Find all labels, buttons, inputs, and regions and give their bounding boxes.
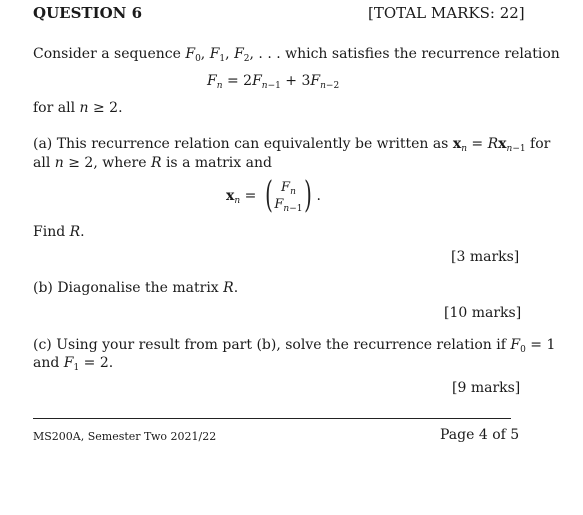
part-a-marks: [3 marks] — [451, 249, 520, 265]
footer-course: MS200A, Semester Two 2021/22 — [33, 430, 217, 443]
footer-page: Page 4 of 5 — [440, 427, 520, 443]
part-c-line1: (c) Using your result from part (b), solve the recurrence relation if $F_0 = 1$ — [33, 337, 556, 355]
part-a-line1: (a) This recurrence relation can equivalently be written as $x_n = Rx_{n-1}$ for — [33, 136, 551, 154]
vector-definition: $x_n$ = ( $F_n$ $F_{n-1}$ ) . — [226, 175, 321, 216]
recurrence-equation: $F_n = 2F_{n-1} + 3F_{n-2}$ — [207, 73, 340, 91]
part-b-marks: [10 marks] — [444, 305, 522, 321]
part-a-task: Find R. — [33, 224, 85, 240]
question-title: QUESTION 6 — [33, 4, 143, 22]
part-b-text: (b) Diagonalise the matrix R. — [33, 280, 239, 296]
footer-divider — [33, 418, 511, 419]
part-c-marks: [9 marks] — [452, 380, 521, 396]
part-c-line2: and $F_1 = 2$. — [33, 355, 114, 373]
condition-text: for all n ≥ 2. — [33, 100, 123, 116]
part-a-line2: all n ≥ 2, where R is a matrix and — [33, 155, 272, 171]
total-marks: [TOTAL MARKS: 22] — [368, 4, 525, 22]
column-vector: ( $F_n$ $F_{n-1}$ ) — [265, 175, 312, 216]
intro-text: Consider a sequence $F_0$, $F_1$, $F_2$, . . . which satisfies the recurrence relation — [33, 46, 560, 64]
